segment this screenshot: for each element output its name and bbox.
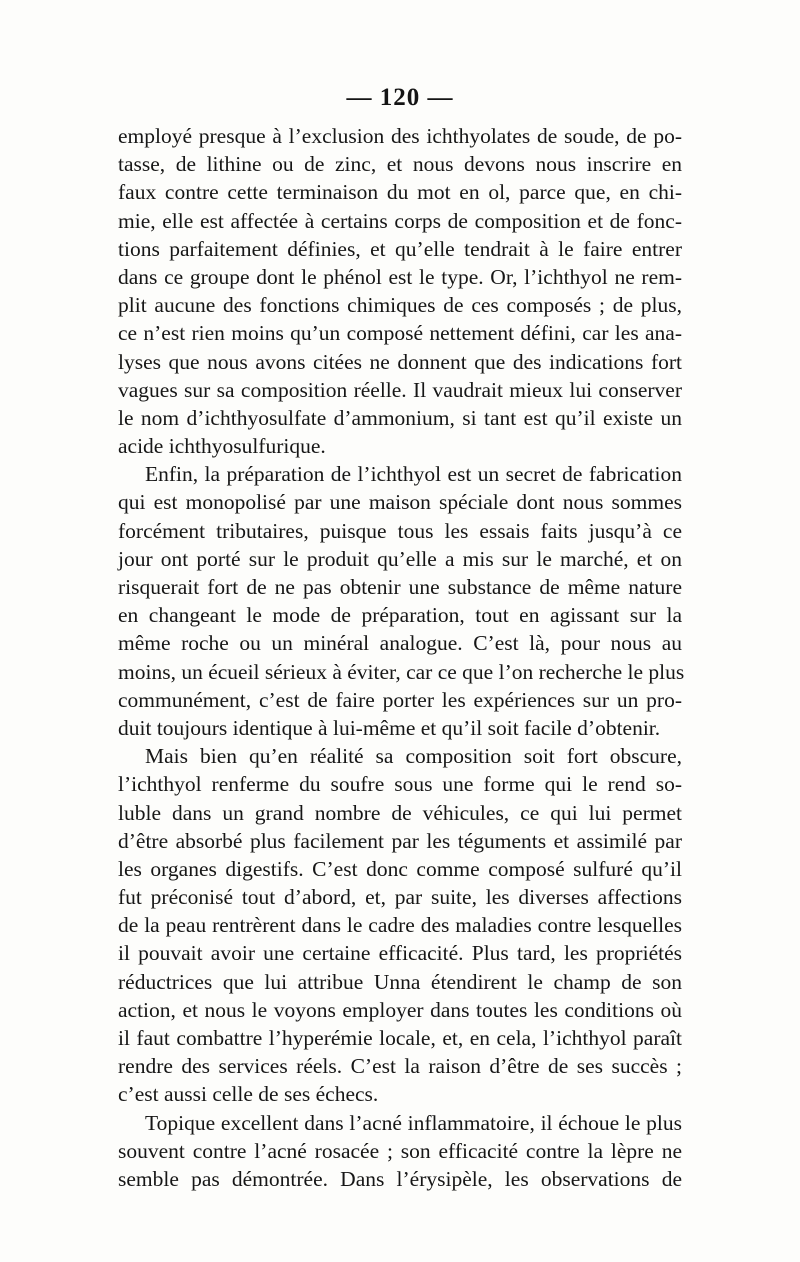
text-line: plit aucune des fonctions chimiques de ces composés ; de plus,: [118, 293, 682, 318]
text-line: mie, elle est affectée à certains corps de composition et de fonc-: [118, 208, 682, 233]
text-line: l’ichthyol renferme du soufre sous une forme qui le rend so-: [118, 772, 682, 797]
text-line: forcément tributaires, puisque tous les essais faits jusqu’à ce: [118, 518, 682, 543]
text-line: jour ont porté sur le produit qu’elle a mis sur le marché, et on: [118, 546, 682, 571]
text-line: Enfin, la préparation de l’ichthyol est un secret de fabrication: [145, 462, 682, 487]
text-line: réductrices que lui attribue Unna étendirent le champ de son: [118, 969, 682, 994]
text-line: rendre des services réels. C’est la raison d’être de ses succès ;: [118, 1054, 682, 1079]
text-line: acide ichthyosulfurique.: [118, 434, 326, 459]
text-line: qui est monopolisé par une maison spéciale dont nous sommes: [118, 490, 682, 515]
text-line: les organes digestifs. C’est donc comme composé sulfuré qu’il: [118, 856, 682, 881]
text-line: souvent contre l’acné rosacée ; son efficacité contre la lèpre ne: [118, 1138, 682, 1163]
text-line: il faut combattre l’hyperémie locale, et, en cela, l’ichthyol paraît: [118, 1026, 682, 1050]
text-line: lyses que nous avons citées ne donnent que des indications fort: [118, 349, 682, 374]
text-line: moins, un écueil sérieux à éviter, car ce que l’on recherche le plus: [118, 659, 685, 684]
text-line: ce n’est rien moins qu’un composé nettement défini, car les ana-: [118, 321, 682, 346]
text-line: même roche ou un minéral analogue. C’est là, pour nous au: [118, 631, 682, 656]
text-line: le nom d’ichthyosulfate d’ammonium, si tant est qu’il existe un: [118, 405, 682, 430]
page-number: — 120 —: [346, 84, 454, 111]
text-line: il pouvait avoir une certaine efficacité. Plus tard, les propriétés: [118, 941, 682, 966]
text-line: communément, c’est de faire porter les expériences sur un pro-: [118, 687, 682, 712]
text-line: dans ce groupe dont le phénol est le type. Or, l’ichthyol ne rem-: [118, 264, 682, 289]
text-line: Topique excellent dans l’acné inflammatoire, il échoue le plus: [145, 1110, 682, 1135]
body-text: [118, 122, 685, 1193]
text-line: c’est aussi celle de ses échecs.: [118, 1082, 379, 1107]
text-line: de la peau rentrèrent dans le cadre des maladies contre lesquelles: [118, 913, 682, 938]
text-line: employé presque à l’exclusion des ichthyolates de soude, de po-: [118, 124, 682, 148]
text-line: vagues sur sa composition réelle. Il vaudrait mieux lui conserver: [118, 377, 682, 402]
text-line: action, et nous le voyons employer dans toutes les conditions où: [118, 997, 682, 1022]
text-line: d’être absorbé plus facilement par les téguments et assimilé par: [118, 828, 682, 853]
text-line: risquerait fort de ne pas obtenir une substance de même nature: [118, 575, 682, 599]
text-line: semble pas démontrée. Dans l’érysipèle, les observations de: [118, 1166, 682, 1191]
text-line: duit toujours identique à lui-même et qu’il soit facile d’obtenir.: [118, 715, 661, 740]
text-line: Mais bien qu’en réalité sa composition soit fort obscure,: [145, 744, 682, 769]
text-line: fut préconisé tout d’abord, et, par suite, les diverses affections: [118, 885, 682, 910]
text-line: tions parfaitement définies, et qu’elle tendrait à le faire entrer: [118, 236, 682, 261]
text-line: tasse, de lithine ou de zinc, et nous devons nous inscrire en: [118, 152, 682, 177]
text-line: luble dans un grand nombre de véhicules, ce qui lui permet: [118, 800, 682, 825]
text-line: en changeant le mode de préparation, tout en agissant sur la: [118, 603, 682, 628]
text-line: faux contre cette terminaison du mot en ol, parce que, en chi-: [118, 180, 682, 205]
